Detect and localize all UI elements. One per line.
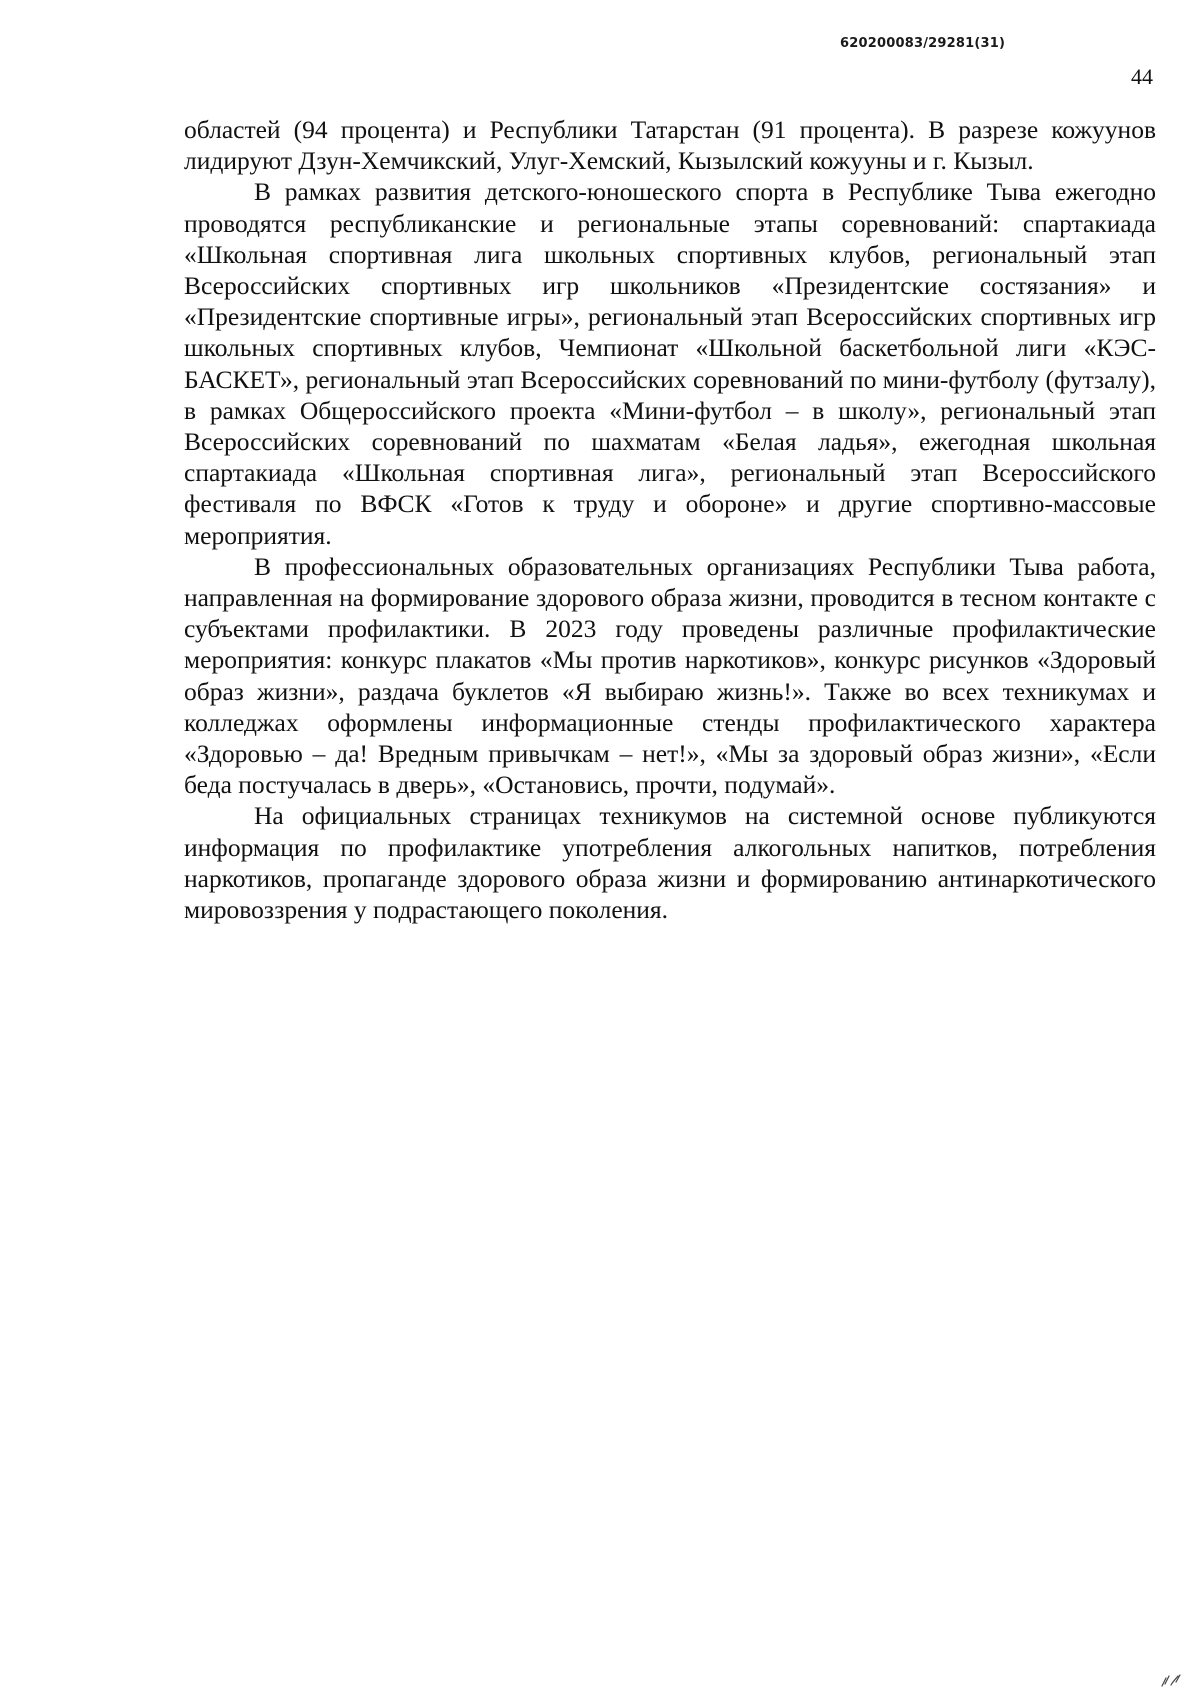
paragraph-continuation: областей (94 процента) и Республики Татарстан (91 процента). В разрезе кожуунов лидируют Дзун-Хемчикский, Улуг-Хемский, Кызылский кожууны и г. Кызыл. (184, 115, 1156, 176)
paragraph-youth-sport: В рамках развития детского-юношеского спорта в Республике Тыва ежегодно проводятся республиканские и региональные этапы соревнований: спартакиада «Школьная спортивная лига школьных спортивных клубов, региональный этап Всероссийских спортивных игр школьников «Президентские состязания» и «Президентские спортивные игры», региональный этап Всероссийских спортивных игр школьных спортивных клубов, Чемпионат «Школьной баскетбольной лиги «КЭС-БАСКЕТ», региональный этап Всероссийских соревнований по мини-футболу (футзалу), в рамках Общероссийского проекта «Мини-футбол – в школу», региональный этап Всероссийских соревнований по шахматам «Белая ладья», ежегодная школьная спартакиада «Школьная спортивная лига», региональный этап Всероссийского фестиваля по ВФСК «Готов к труду и обороне» и другие спортивно-массовые мероприятия. (184, 177, 1156, 550)
page-number: 44 (1131, 64, 1153, 89)
document-body (184, 114, 1156, 925)
paragraph-official-pages: На официальных страницах техникумов на системной основе публикуются информация по профилактике употребления алкогольных напитков, потребления наркотиков, пропаганде здорового образа жизни и формированию антинаркотического мировоззрения у подрастающего поколения. (184, 801, 1156, 925)
document-registration-number: 620200083/29281(31) (840, 36, 1006, 51)
handwritten-mark-icon (1160, 1672, 1184, 1688)
paragraph-prevention-activities: В профессиональных образовательных организациях Республики Тыва работа, направленная на формирование здорового образа жизни, проводится в тесном контакте с субъектами профилактики. В 2023 году проведены различные профилактические мероприятия: конкурс плакатов «Мы против наркотиков», конкурс рисунков «Здоровый образ жизни», раздача буклетов «Я выбираю жизнь!». Также во всех техникумах и колледжах оформлены информационные стенды профилактического характера «Здоровью – да! Вредным привычкам – нет!», «Мы за здоровый образ жизни», «Если беда постучалась в дверь», «Остановись, прочти, подумай». (184, 551, 1156, 800)
